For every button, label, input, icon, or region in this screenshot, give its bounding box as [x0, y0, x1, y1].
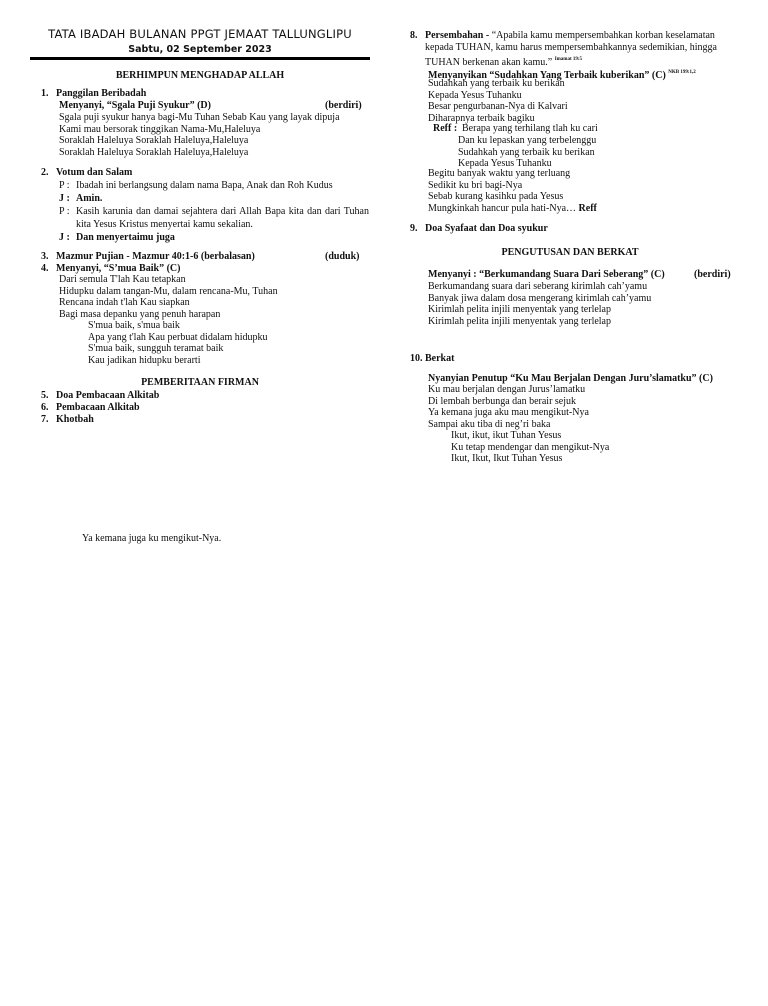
lyric-line: Kirimlah pelita injili menyentak yang terlelap	[428, 315, 611, 327]
item-8-reff-cont	[458, 135, 596, 170]
item-title: Votum dan Salam	[56, 167, 133, 178]
section-heading-berhimpun: BERHIMPUN MENGHADAP ALLAH	[115, 70, 285, 81]
item-title: Berkat	[425, 353, 455, 364]
item-number: 3.	[41, 251, 49, 262]
item-4-chorus	[88, 320, 268, 366]
item-1-lyrics	[59, 112, 340, 158]
lyric-line: Kirimlah pelita injili menyentak yang terlelap	[428, 304, 611, 316]
scripture-line	[425, 54, 735, 69]
scripture-line: kepada TUHAN, kamu harus mempersembahkannya sedemikian, hingga	[425, 42, 717, 53]
lyric-line: Sampai aku tiba di neg’ri baka	[428, 418, 551, 430]
item-1-song: Menyanyi, “Sgala Puji Syukur” (D)	[59, 100, 211, 111]
item-5-heading	[41, 390, 159, 402]
closing-verse	[428, 384, 589, 430]
lyric-line: Di lembah berbunga dan berair sejuk	[428, 395, 577, 407]
liturgy-j1	[59, 193, 102, 205]
reff-marker: Reff	[578, 202, 597, 214]
item-8-heading	[410, 30, 730, 42]
item-7-heading	[41, 414, 94, 426]
scripture-quote: “Apabila kamu mempersembahkan korban keselamatan	[491, 30, 715, 41]
posture-note: (duduk)	[325, 251, 360, 262]
page-title: TATA IBADAH BULANAN PPGT JEMAAT TALLUNGLIPU	[48, 27, 352, 41]
liturgy-j2	[59, 232, 175, 244]
lyric-line: Apa yang t'lah Kau perbuat didalam hidupku	[88, 331, 268, 343]
item-4-heading	[41, 263, 180, 275]
item-title: Menyanyi, “S’mua Baik” (C)	[56, 263, 181, 274]
item-title: Persembahan	[425, 30, 484, 41]
item-number: 9.	[410, 223, 418, 234]
reff-label: Reff :	[433, 123, 458, 134]
item-number: 8.	[410, 30, 418, 41]
speaker-label: P :	[59, 180, 70, 191]
lyric-line: Kau jadikan hidupku berarti	[88, 354, 201, 366]
item-title: Pembacaan Alkitab	[56, 402, 140, 413]
liturgy-text: Dan menyertaimu juga	[76, 232, 175, 243]
speaker-label: P :	[59, 206, 70, 217]
lyric-line: Soraklah Haleluya Soraklah Haleluya,Haleluya	[59, 135, 249, 147]
item-4-verse	[59, 274, 278, 320]
lyric-line: Ikut, ikut, ikut Tuhan Yesus	[451, 430, 562, 441]
item-8-verse-2	[428, 168, 597, 214]
item-number: 4.	[41, 263, 49, 274]
section-heading-firman: PEMBERITAAN FIRMAN	[141, 377, 259, 388]
lyric-line: Kepada Yesus Tuhanku	[428, 89, 522, 101]
item-3-heading	[41, 251, 255, 263]
closing-chorus	[451, 430, 609, 465]
liturgy-text: Amin.	[76, 193, 103, 204]
item-title: Mazmur Pujian - Mazmur 40:1-6 (berbalasan)	[56, 251, 255, 262]
posture-note: (berdiri)	[694, 269, 731, 280]
scripture-quote-cont	[425, 42, 735, 68]
closing-song: Nyanyian Penutup “Ku Mau Berjalan Dengan Juru’slamatku” (C)	[428, 373, 713, 384]
lyric-line: Dari semula T'lah Kau tetapkan	[59, 274, 186, 285]
lyric-line: Kami mau bersorak tinggikan Nama-Mu,Haleluya	[59, 123, 261, 135]
lyric-line: Sedikit ku bri bagi-Nya	[428, 179, 523, 191]
item-6-heading	[41, 402, 140, 414]
item-number: 2.	[41, 167, 49, 178]
lyric-line: S'mua baik, s'mua baik	[88, 320, 180, 331]
item-10-heading	[410, 353, 454, 365]
liturgy-text: Ibadah ini berlangsung dalam nama Bapa, Anak dan Roh Kudus	[76, 180, 333, 191]
item-title: Panggilan Beribadah	[56, 88, 147, 99]
item-title: Doa Pembacaan Alkitab	[56, 390, 160, 401]
item-title: Khotbah	[56, 414, 94, 425]
liturgy-text: Kasih karunia dan damai sejahtera dari Allah Bapa kita dan dari Tuhan	[76, 206, 369, 217]
item-number: 7.	[41, 414, 49, 425]
item-8-reff	[433, 123, 598, 135]
lyric-line: Bagi masa depanku yang penuh harapan	[59, 308, 221, 320]
liturgy-p1	[59, 180, 333, 192]
lyric-line: Berkumandang suara dari seberang kirimlah cah’yamu	[428, 281, 648, 292]
item-8-verse	[428, 78, 568, 124]
posture-note: (berdiri)	[325, 100, 362, 111]
lyric-line: Hidupku dalam tangan-Mu, dalam rencana-Mu, Tuhan	[59, 285, 278, 297]
lyric-line: Banyak jiwa dalam dosa mengerang kirimlah cah’yamu	[428, 292, 652, 304]
liturgy-p2	[59, 206, 369, 230]
lyric-line: Besar pengurbanan-Nya di Kalvari	[428, 101, 568, 113]
song-title: Menyanyikan “Sudahkan Yang Terbaik kuberikan” (C)	[428, 70, 666, 81]
hymnal-reference: NKB 199:1,2	[668, 70, 696, 75]
item-1-heading	[41, 88, 146, 100]
lyric-line: Sebab kurang kasihku pada Yesus	[428, 191, 564, 203]
speaker-label: J :	[59, 232, 70, 243]
lyric-line: Ya kemana juga aku mau mengikut-Nya	[428, 407, 589, 419]
lyric-line: Sgala puji syukur hanya bagi-Mu Tuhan Sebab Kau yang layak dipuja	[59, 112, 340, 123]
item-9-heading	[410, 223, 548, 235]
lyric-line: Berapa yang terhilang tlah ku cari	[462, 123, 598, 134]
lyric-line: Soraklah Haleluya Soraklah Haleluya,Haleluya	[59, 146, 249, 158]
header-divider	[30, 57, 370, 60]
item-number: 5.	[41, 390, 49, 401]
item-number: 10.	[410, 353, 423, 364]
lyric-line: Ku tetap mendengar dan mengikut-Nya	[451, 441, 610, 453]
sending-song: Menyanyi : “Berkumandang Suara Dari Seberang” (C)	[428, 269, 665, 280]
lyric-line: Rencana indah t'lah Kau siapkan	[59, 297, 190, 309]
lyric-line: Ikut, Ikut, Ikut Tuhan Yesus	[451, 453, 563, 465]
lyric-line: S'mua baik, sungguh teramat baik	[88, 343, 224, 355]
section-heading-pengutusan: PENGUTUSAN DAN BERKAT	[501, 247, 639, 258]
liturgy-text: kita Yesus Kristus menyertai kamu sekalian.	[76, 218, 253, 230]
item-title: Doa Syafaat dan Doa syukur	[425, 223, 548, 234]
lyric-line: Begitu banyak waktu yang terluang	[428, 168, 571, 179]
lyric-line: Sudahkah yang terbaik ku berikan	[458, 146, 595, 158]
item-number: 1.	[41, 88, 49, 99]
item-2-heading	[41, 167, 132, 179]
lyric-line: Kepada Yesus Tuhanku	[458, 158, 552, 170]
scripture-reference: Imamat 19:5	[554, 56, 583, 62]
title-dash: -	[483, 30, 492, 41]
lyric-line	[428, 203, 597, 215]
speaker-label: J :	[59, 193, 70, 204]
lyric-line: Dan ku lepaskan yang terbelenggu	[458, 135, 597, 146]
stray-lyric-line: Ya kemana juga ku mengikut-Nya.	[82, 533, 222, 544]
page-date: Sabtu, 02 September 2023	[128, 44, 272, 55]
item-number: 6.	[41, 402, 49, 413]
lyric-text: Mungkinkah hancur pula hati-Nya…	[428, 202, 577, 214]
lyric-line: Ku mau berjalan dengan Jurus’lamatku	[428, 384, 586, 395]
scripture-text: TUHAN berkenan akan kamu.”	[425, 56, 553, 68]
lyric-line: Sudahkah yang terbaik ku berikan	[428, 78, 565, 89]
sending-lyrics	[428, 281, 651, 327]
lyric-line: Diharapnya terbaik bagiku	[428, 112, 535, 124]
